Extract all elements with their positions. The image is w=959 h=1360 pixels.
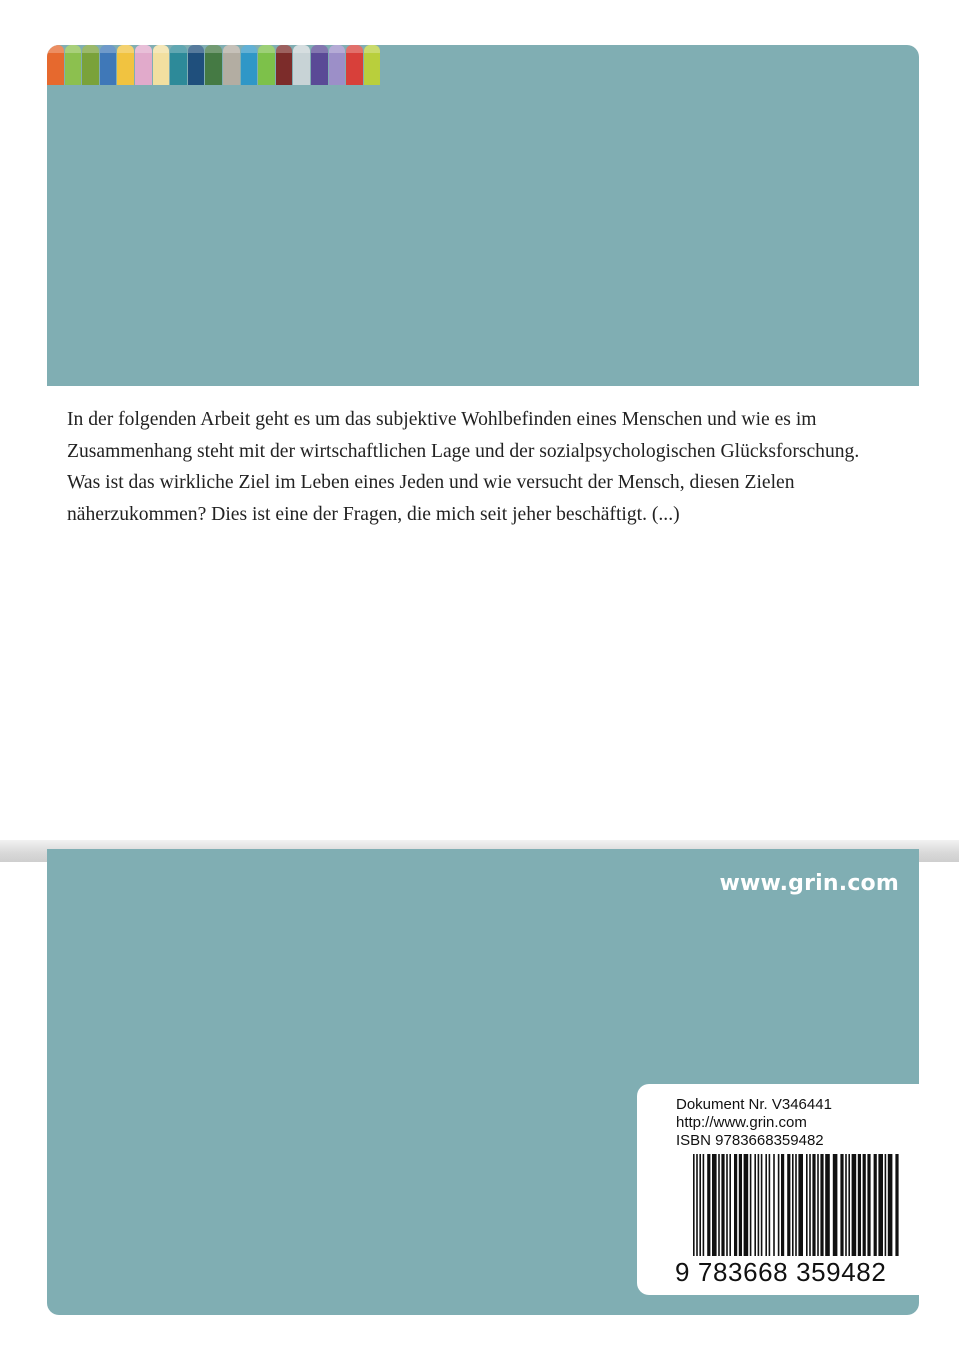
barcode-bar — [795, 1154, 797, 1256]
color-stripe — [153, 45, 170, 85]
barcode-bar — [812, 1154, 815, 1256]
barcode-bar — [845, 1154, 847, 1256]
color-stripe — [223, 45, 240, 85]
barcode-bar — [867, 1154, 870, 1256]
barcode-bar — [840, 1154, 843, 1256]
barcode-bar — [778, 1154, 780, 1256]
barcode-bar — [699, 1154, 701, 1256]
barcode-bar — [703, 1154, 705, 1256]
color-stripe — [329, 45, 346, 85]
color-stripe — [170, 45, 187, 85]
publisher-url[interactable]: www.grin.com — [719, 871, 899, 896]
barcode-bar — [781, 1154, 784, 1256]
color-stripe — [135, 45, 152, 85]
barcode-bar — [718, 1154, 720, 1256]
barcode-bar — [825, 1154, 830, 1256]
isbn-info — [676, 1096, 832, 1150]
barcode-bar — [787, 1154, 790, 1256]
barcode-bar — [773, 1154, 775, 1256]
color-stripe — [82, 45, 99, 85]
color-stripe — [276, 45, 293, 85]
barcode-bar — [707, 1154, 710, 1256]
color-stripe — [364, 45, 381, 85]
color-stripe — [311, 45, 328, 85]
document-url: http://www.grin.com — [676, 1114, 807, 1131]
barcode-bar — [885, 1154, 887, 1256]
color-stripes — [47, 45, 381, 85]
barcode-bar — [820, 1154, 823, 1256]
barcode-bar — [888, 1154, 893, 1256]
barcode-bar — [817, 1154, 819, 1256]
color-stripe — [241, 45, 258, 85]
barcode-bar — [833, 1154, 838, 1256]
barcode-bar — [792, 1154, 794, 1256]
barcode-bar — [765, 1154, 767, 1256]
color-stripe — [100, 45, 117, 85]
barcode-bar — [809, 1154, 811, 1256]
barcode-bar — [852, 1154, 857, 1256]
barcode-bar — [758, 1154, 760, 1256]
color-stripe — [205, 45, 222, 85]
color-stripe — [293, 45, 310, 85]
barcode-bar — [863, 1154, 866, 1256]
back-cover-blurb: In der folgenden Arbeit geht es um das subjektive Wohlbefinden eines Menschen und wie es im Zusammenhang steht mit der wirtschaftlichen Lage und der sozialpsychologischen Glücksforschung. Was ist das wirkliche Ziel im Leben eines Jeden und wie versucht der Mensch, diesen Zielen näherzukommen? Dies ist eine der Fragen, die mich seit jeher beschäftigt. (...) — [67, 409, 860, 525]
isbn-number: ISBN 9783668359482 — [676, 1132, 824, 1149]
barcode-bar — [734, 1154, 737, 1256]
color-stripe — [47, 45, 64, 85]
color-stripe — [258, 45, 275, 85]
barcode-bar — [750, 1154, 752, 1256]
barcode-bar — [739, 1154, 742, 1256]
barcode-bar — [798, 1154, 803, 1256]
barcode-bar — [848, 1154, 850, 1256]
barcode-bar — [693, 1154, 695, 1256]
color-stripe — [117, 45, 134, 85]
barcode-bar — [895, 1154, 898, 1256]
color-stripe — [346, 45, 363, 85]
barcode-bar — [806, 1154, 808, 1256]
barcode-bar — [769, 1154, 771, 1256]
barcode-bar — [729, 1154, 731, 1256]
barcode-bar — [754, 1154, 756, 1256]
barcode-bar — [712, 1154, 717, 1256]
bottom-color-panel — [47, 849, 919, 1315]
barcode — [693, 1154, 903, 1256]
barcode-bar — [878, 1154, 883, 1256]
barcode-bar — [858, 1154, 861, 1256]
color-stripe — [188, 45, 205, 85]
barcode-digits: 9 783668 359482 — [675, 1257, 887, 1287]
document-number: Dokument Nr. V346441 — [676, 1096, 832, 1113]
top-color-panel — [47, 45, 919, 386]
barcode-bar — [696, 1154, 698, 1256]
barcode-bar — [744, 1154, 749, 1256]
isbn-box — [637, 1084, 919, 1295]
barcode-bar — [721, 1154, 724, 1256]
barcode-bar — [726, 1154, 728, 1256]
barcode-bar — [761, 1154, 763, 1256]
color-stripe — [65, 45, 82, 85]
barcode-bar — [874, 1154, 877, 1256]
